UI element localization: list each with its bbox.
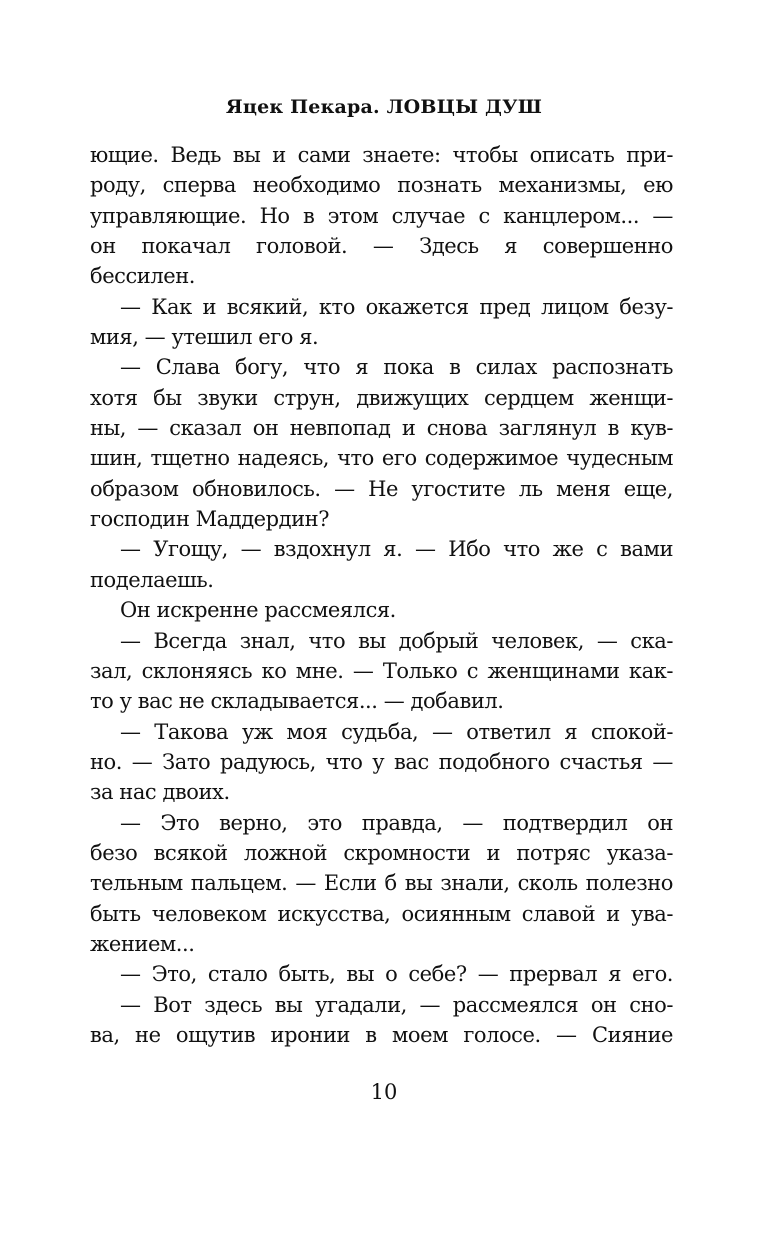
text-line: — Как и всякий, кто окажется пред лицом безу- [120, 294, 673, 319]
body-text [90, 140, 673, 1050]
text-line: за нас двоих. [90, 780, 230, 805]
text-line: безо всякой ложной скромности и потряс указа- [90, 840, 673, 865]
text-line: бессилен. [90, 264, 195, 289]
text-line: — Вот здесь вы угадали, — рассмеялся он сно- [120, 992, 673, 1017]
text-line: — Это верно, это правда, — подтвердил он [120, 810, 673, 835]
text-line: — Такова уж моя судьба, — ответил я спокой- [120, 719, 673, 744]
text-line: управляющие. Но в этом случае с канцлером... — [90, 203, 673, 228]
text-line: — Это, стало быть, вы о себе? — прервал я его. [120, 962, 673, 987]
text-line: он покачал головой. — Здесь я совершенно [90, 234, 673, 259]
text-line: ны, — сказал он невпопад и снова заглянул в кув- [90, 416, 673, 441]
text-line: ва, не ощутив иронии в моем голосе. — Сияние [90, 1022, 673, 1047]
text-line: ющие. Ведь вы и сами знаете: чтобы описать при- [90, 143, 673, 167]
text-line: жением... [90, 931, 195, 956]
text-line: мия, — утешил его я. [90, 325, 319, 350]
text-line: господин Маддердин? [90, 507, 330, 532]
text-line: поделаешь. [90, 567, 214, 592]
text-line: зал, склоняясь ко мне. — Только с женщинами как- [90, 658, 673, 683]
text-line: образом обновилось. — Не угостите ль меня еще, [90, 476, 673, 501]
text-line: роду, сперва необходимо познать механизмы, ею [90, 173, 673, 198]
text-line: Он искренне рассмеялся. [120, 598, 396, 623]
page-number: 10 [370, 1080, 398, 1104]
text-line: — Угощу, — вздохнул я. — Ибо что же с вами [120, 537, 673, 562]
text-line: — Слава богу, что я пока в силах распознать [120, 355, 673, 380]
text-line: шин, тщетно надеясь, что его содержимое чудесным [90, 446, 673, 471]
text-line: тельным пальцем. — Если б вы знали, сколь полезно [90, 871, 673, 896]
text-line: но. — Зато радуюсь, что у вас подобного счастья — [90, 749, 673, 774]
text-line: то у вас не складывается... — добавил. [90, 689, 504, 714]
text-line: быть человеком искусства, осиянным славой и ува- [90, 901, 673, 926]
text-line: хотя бы звуки струн, движущих сердцем женщи- [90, 385, 673, 410]
running-title: Яцек Пекара. ЛОВЦЫ ДУШ [225, 96, 543, 118]
text-line: — Всегда знал, что вы добрый человек, — ска- [120, 628, 673, 653]
